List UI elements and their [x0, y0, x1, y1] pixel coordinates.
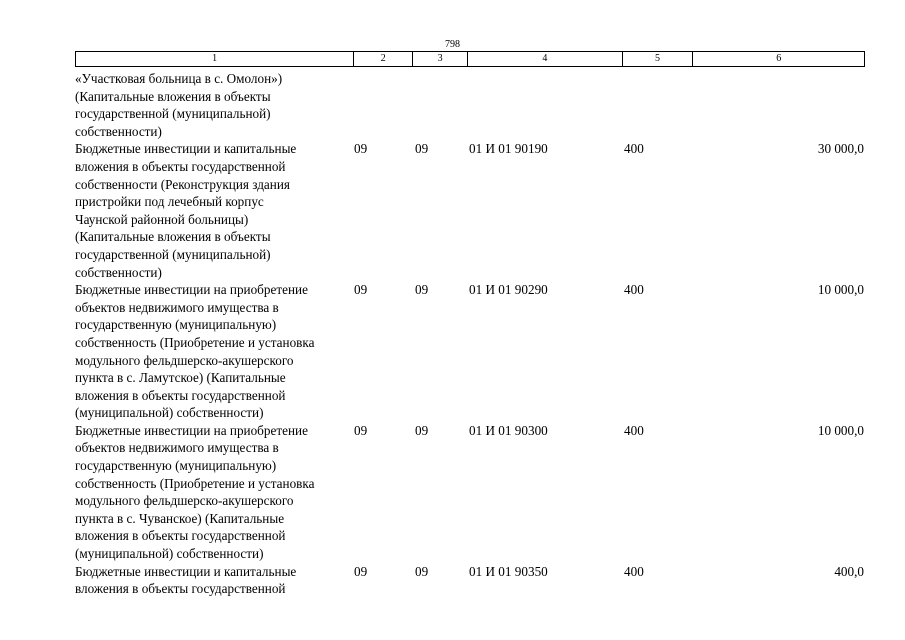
- row-description: Бюджетные инвестиции и капитальные вложения в объекты государственной: [75, 563, 297, 597]
- column-header-1: 1: [76, 52, 354, 66]
- row-amount: 30 000,0: [817, 141, 864, 157]
- row-expense-type-code: 400: [624, 141, 644, 157]
- row-expense-type-code: 400: [624, 282, 644, 298]
- row-description: Бюджетные инвестиции на приобретение объектов недвижимого имущества в государственную (муниципальную) собственность (Приобретение и установка модульного фельдшерско-акушерского пункта в с. Ламутское) (Капитальные вложения в объекты государственной (муниципальной) собственности): [75, 282, 315, 421]
- row-description: Бюджетные инвестиции и капитальные вложения в объекты государственной собственности (Реконструкция здания пристройки под лечебный корпус Чаунской районной больницы) (Капитальные вложения в объекты государственной (муниципальной) собственности): [75, 141, 297, 280]
- row-target-code: 01 И 01 90350: [469, 563, 548, 579]
- row-section-code: 09: [354, 141, 368, 157]
- row-target-code: 01 И 01 90290: [469, 282, 548, 298]
- column-header-row: [75, 51, 865, 67]
- row-expense-type-code: 400: [624, 422, 644, 438]
- row-subsection-code: 09: [415, 282, 429, 298]
- column-header-4: 4: [468, 52, 623, 66]
- row-section-code: 09: [354, 563, 368, 579]
- table-row: [75, 422, 865, 563]
- row-subsection-code: 09: [415, 141, 429, 157]
- row-subsection-code: 09: [415, 563, 429, 579]
- column-header-6: 6: [776, 53, 782, 64]
- column-header-3: 3: [413, 52, 468, 66]
- row-amount: 10 000,0: [817, 282, 864, 298]
- row-amount: 400,0: [834, 563, 864, 579]
- table-row: [75, 281, 865, 422]
- row-target-code: 01 И 01 90300: [469, 422, 548, 438]
- row-section-code: 09: [354, 282, 368, 298]
- row-expense-type-code: 400: [624, 563, 644, 579]
- row-description: Бюджетные инвестиции на приобретение объектов недвижимого имущества в государственную (муниципальную) собственность (Приобретение и установка модульного фельдшерско-акушерского пункта в с. Чуванское) (Капитальные вложения в объекты государственной (муниципальной) собственности): [75, 422, 315, 562]
- column-header-5: 5: [623, 52, 694, 66]
- row-section-code: 09: [354, 422, 368, 438]
- column-header-2: 2: [354, 52, 413, 66]
- row-target-code: 01 И 01 90190: [469, 141, 548, 157]
- row-description: «Участковая больница в с. Омолон») (Капитальные вложения в объекты государственной (муниципальной) собственности): [75, 71, 283, 139]
- page-number: 798: [445, 39, 460, 50]
- table-row: [75, 563, 865, 598]
- row-amount: 10 000,0: [817, 422, 864, 438]
- budget-table-body: [75, 70, 865, 598]
- table-row: [75, 140, 865, 281]
- table-row: [75, 70, 865, 140]
- row-subsection-code: 09: [415, 422, 429, 438]
